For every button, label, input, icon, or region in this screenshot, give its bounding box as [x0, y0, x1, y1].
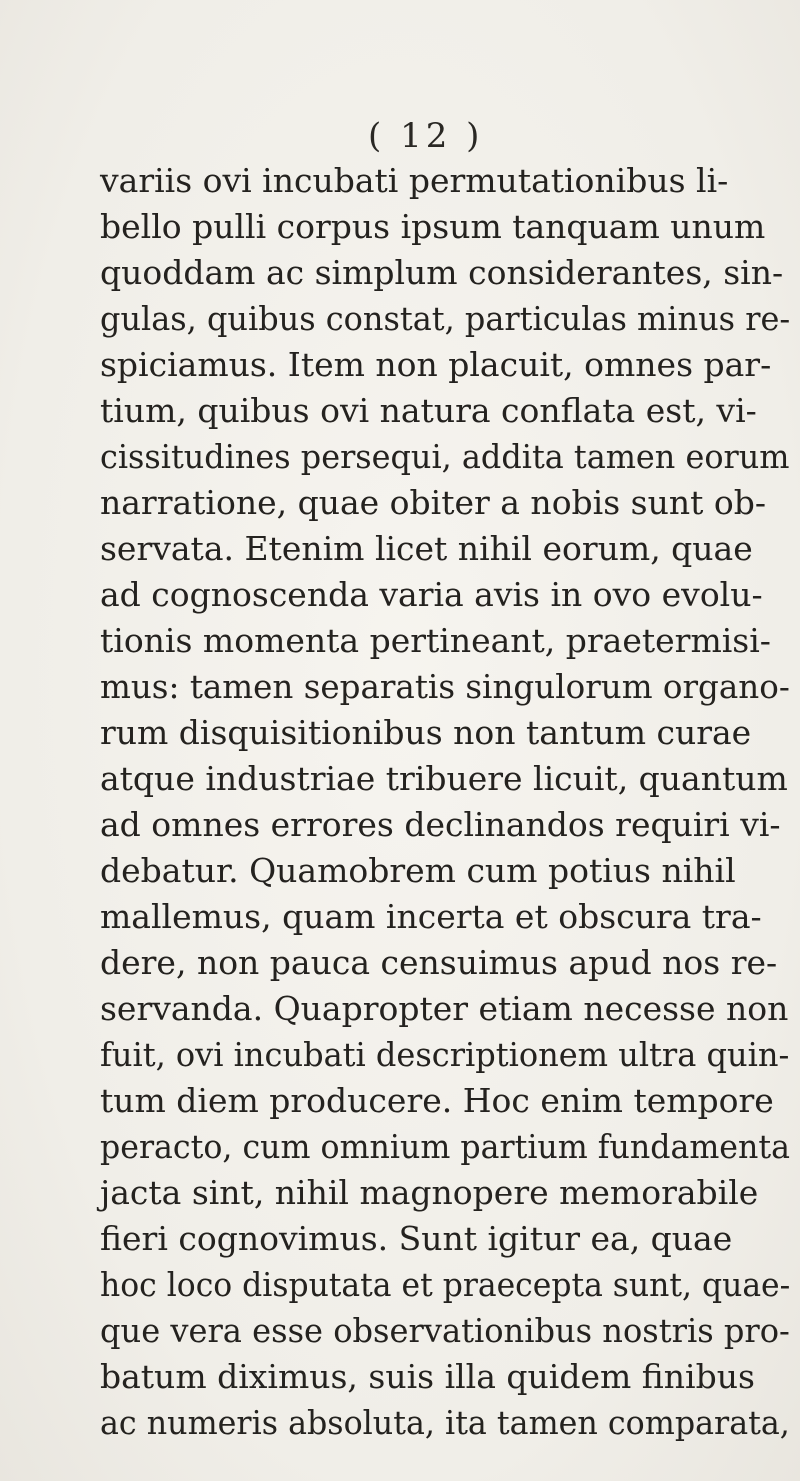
text-line: tium, quibus ovi natura conflata est, vi-	[100, 391, 757, 430]
text-line: quoddam ac simplum considerantes, sin-	[100, 253, 784, 292]
text-line: atque industriae tribuere licuit, quantum	[100, 759, 788, 798]
text-line: mus: tamen separatis singulorum organo-	[100, 667, 790, 706]
page-number: ( 12 )	[368, 116, 484, 156]
text-line: ad cognoscenda varia avis in ovo evolu-	[100, 575, 763, 614]
body-text	[100, 158, 800, 1446]
text-line: tum diem producere. Hoc enim tempore	[100, 1081, 774, 1120]
text-line: rum disquisitionibus non tantum curae	[100, 713, 752, 752]
text-line: que vera esse observationibus nostris pro-	[100, 1311, 790, 1350]
text-line: tionis momenta pertineant, praetermisi-	[100, 621, 771, 660]
text-line: narratione, quae obiter a nobis sunt ob-	[100, 483, 766, 522]
text-line: spiciamus. Item non placuit, omnes par-	[100, 345, 772, 384]
text-line: gulas, quibus constat, particulas minus re-	[100, 299, 791, 338]
text-line: ac numeris absoluta, ita tamen comparata,	[100, 1403, 790, 1442]
text-line: bello pulli corpus ipsum tanquam unum	[100, 207, 766, 246]
text-line: debatur. Quamobrem cum potius nihil	[100, 851, 736, 890]
text-line: cissitudines persequi, addita tamen eorum	[100, 437, 790, 476]
text-line: dere, non pauca censuimus apud nos re-	[100, 943, 778, 982]
text-line: servata. Etenim licet nihil eorum, quae	[100, 529, 753, 568]
text-line: fieri cognovimus. Sunt igitur ea, quae	[100, 1219, 733, 1258]
text-line: ad omnes errores declinandos requiri vi-	[100, 805, 781, 844]
text-line: jacta sint, nihil magnopere memorabile	[100, 1173, 759, 1212]
text-line: hoc loco disputata et praecepta sunt, quae-	[100, 1265, 791, 1304]
text-line: peracto, cum omnium partium fundamenta	[100, 1127, 790, 1166]
text-line: variis ovi incubati permutationibus li-	[100, 161, 729, 200]
text-line: mallemus, quam incerta et obscura tra-	[100, 897, 762, 936]
text-line: batum diximus, suis illa quidem finibus	[100, 1357, 755, 1396]
text-line: fuit, ovi incubati descriptionem ultra quin-	[100, 1035, 790, 1074]
text-line: servanda. Quapropter etiam necesse non	[100, 989, 789, 1028]
